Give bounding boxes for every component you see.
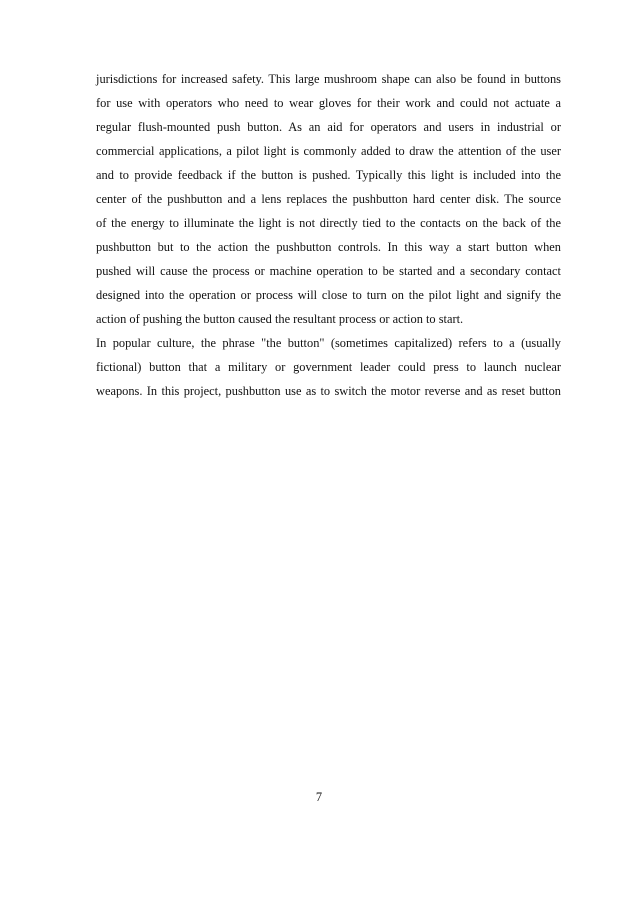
text-line: jurisdictions for increased safety. This large mushroom shape can also be found in buttons [96,72,561,86]
text-line: pushbutton but to the action the pushbutton controls. In this way a start button when [96,240,561,254]
text-line: for use with operators who need to wear gloves for their work and could not actuate a [96,96,561,110]
text-line: regular flush-mounted push button. As an aid for operators and users in industrial or [96,120,561,134]
text-line: of the energy to illuminate the light is not directly tied to the contacts on the back of the [96,216,561,230]
text-line: fictional) button that a military or government leader could press to launch nuclear [96,360,561,374]
text-line: weapons. In this project, pushbutton use as to switch the motor reverse and as reset button [96,384,561,398]
text-line: and to provide feedback if the button is pushed. Typically this light is included into the [96,168,561,182]
text-line: action of pushing the button caused the resultant process or action to start. [96,312,464,326]
page-number: 7 [315,790,323,804]
text-line: designed into the operation or process will close to turn on the pilot light and signify the [96,288,561,302]
text-line: pushed will cause the process or machine operation to be started and a secondary contact [96,264,561,278]
text-line: commercial applications, a pilot light is commonly added to draw the attention of the user [96,144,561,158]
text-line: In popular culture, the phrase "the button" (sometimes capitalized) refers to a (usually [96,336,561,350]
text-line: center of the pushbutton and a lens replaces the pushbutton hard center disk. The source [96,192,561,206]
